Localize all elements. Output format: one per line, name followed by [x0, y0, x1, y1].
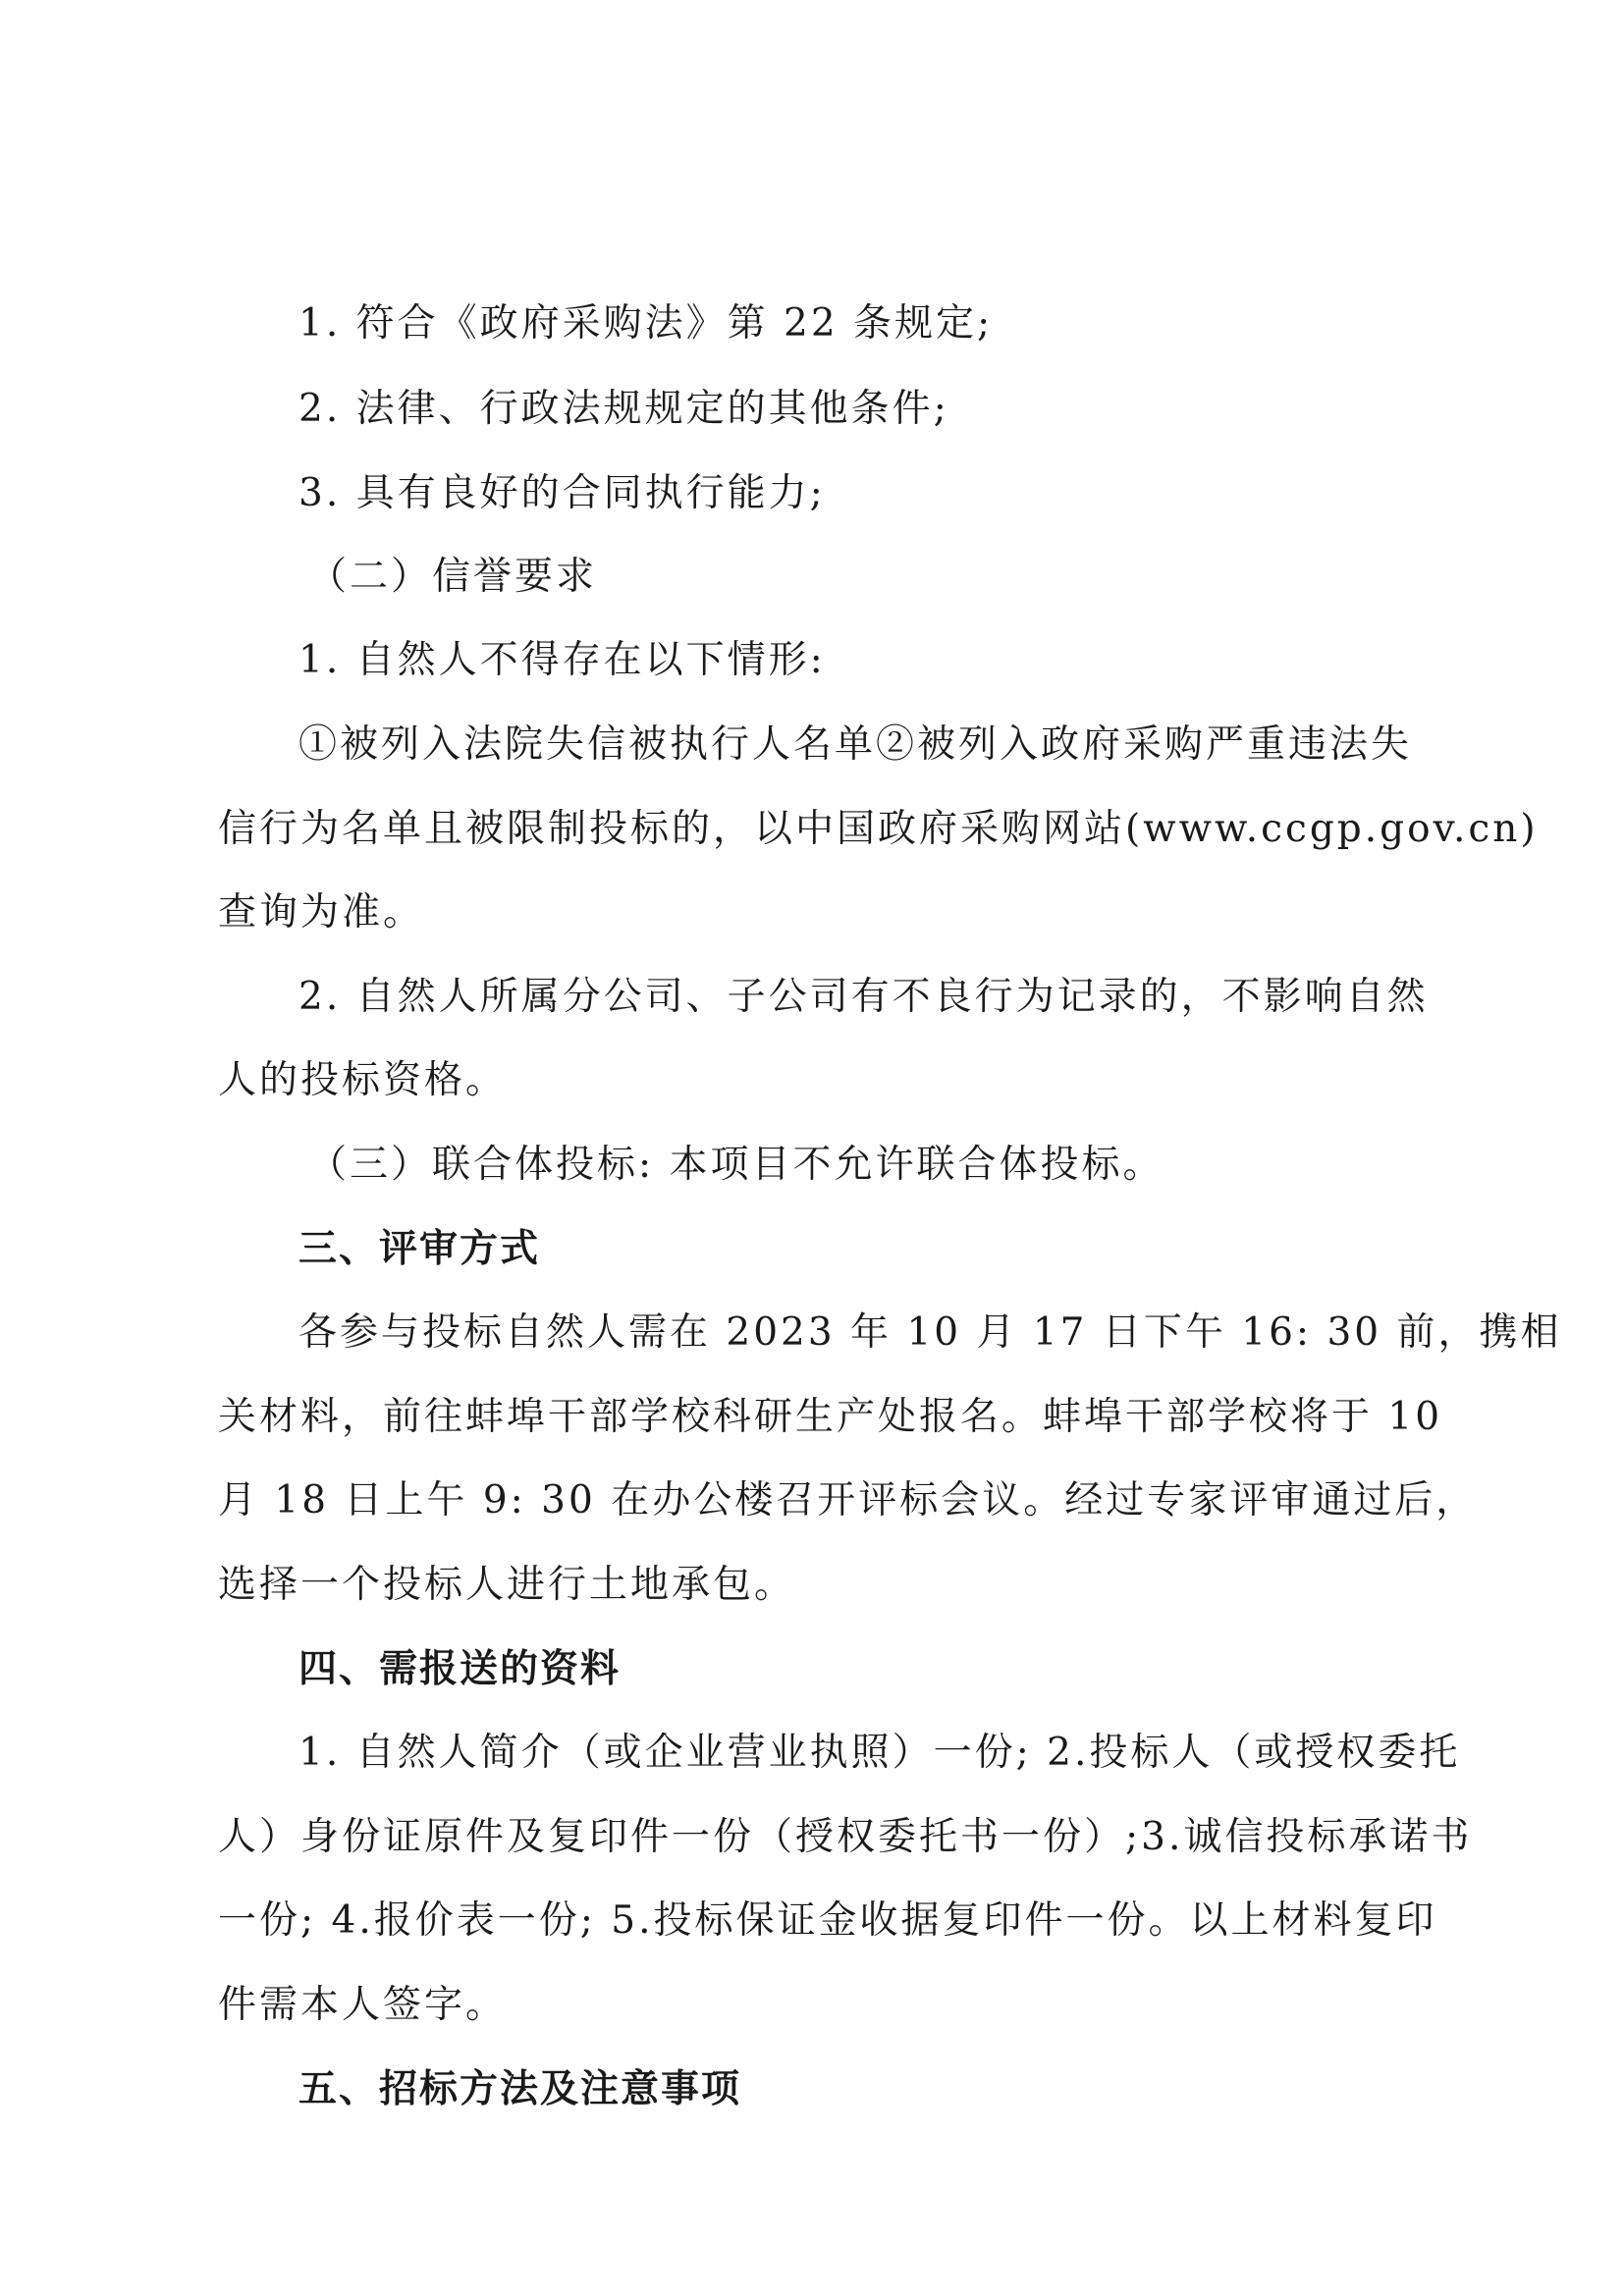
- evaluation-paragraph-line-1: 各参与投标自然人需在 2023 年 10 月 17 日下午 16: 30 前，携相: [298, 1310, 1562, 1355]
- qualification-item-2: 2. 法律、行政法规规定的其他条件;: [298, 387, 949, 431]
- evaluation-paragraph-line-3: 月 18 日上午 9: 30 在办公楼召开评标会议。经过专家评审通过后，: [218, 1478, 1478, 1522]
- materials-paragraph-line-3: 一份; 4.报价表一份; 5.投标保证金收据复印件一份。以上材料复印: [218, 1898, 1437, 1943]
- qualification-item-3: 3. 具有良好的合同执行能力;: [298, 471, 826, 515]
- credit-requirements-subheading: （二）信誉要求: [308, 555, 598, 599]
- joint-bidding-paragraph: （三）联合体投标: 本项目不允许联合体投标。: [308, 1143, 1164, 1187]
- qualification-item-1: 1. 符合《政府采购法》第 22 条规定;: [298, 301, 994, 346]
- credit-item-1-detail-line-1: ①被列入法院失信被执行人名单②被列入政府采购严重违法失: [298, 722, 1413, 767]
- evaluation-paragraph-line-4: 选择一个投标人进行土地承包。: [218, 1563, 796, 1607]
- section-heading-bidding-method: 五、招标方法及注意事项: [298, 2067, 742, 2111]
- credit-item-1-detail-line-2: 信行为名单且被限制投标的，以中国政府采购网站(www.ccgp.gov.cn): [218, 807, 1539, 851]
- evaluation-paragraph-line-2: 关材料，前往蚌埠干部学校科研生产处报名。蚌埠干部学校将于 10: [218, 1395, 1443, 1439]
- section-heading-evaluation-method: 三、评审方式: [298, 1227, 541, 1271]
- materials-paragraph-line-1: 1. 自然人简介（或企业营业执照）一份; 2.投标人（或授权委托: [298, 1731, 1461, 1775]
- section-heading-required-materials: 四、需报送的资料: [298, 1647, 622, 1691]
- credit-item-1-detail-line-3: 查询为准。: [218, 890, 425, 934]
- credit-item-2-line-2: 人的投标资格。: [218, 1058, 508, 1102]
- materials-paragraph-line-4: 件需本人签字。: [218, 1983, 508, 2027]
- materials-paragraph-line-2: 人）身份证原件及复印件一份（授权委托书一份）;3.诚信投标承诺书: [218, 1815, 1473, 1859]
- credit-item-2-line-1: 2. 自然人所属分公司、子公司有不良行为记录的，不影响自然: [298, 975, 1429, 1019]
- credit-item-1: 1. 自然人不得存在以下情形:: [298, 638, 826, 682]
